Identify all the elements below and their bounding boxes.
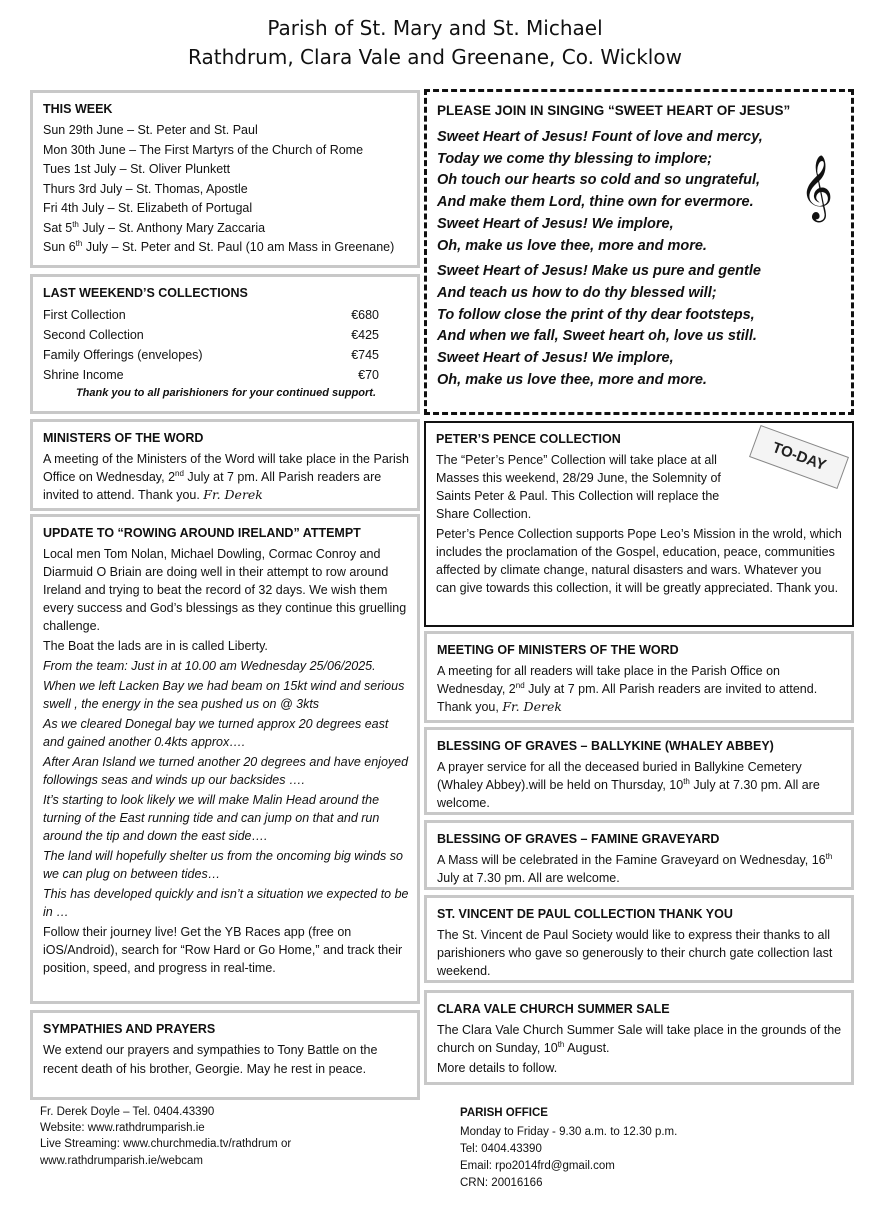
collections-thanks: Thank you to all parishioners for your continued support.: [75, 387, 377, 399]
hymn-line: Oh touch our hearts so cold and so ungrateful,: [437, 172, 761, 189]
svdp-text: The St. Vincent de Paul Society would like to express their thanks to all parishioners who gave so generously to their church gate collection last weekend.: [437, 928, 833, 978]
hymn-line: Sweet Heart of Jesus! Fount of love and mercy,: [437, 129, 763, 145]
this-week-item: Tues 1st July – St. Oliver Plunkett: [43, 162, 231, 176]
collection-row: First Collection €680: [43, 308, 379, 322]
hymn-title: PLEASE JOIN IN SINGING “SWEET HEART OF JESUS”: [437, 103, 791, 118]
ministers-section: [30, 419, 420, 511]
clara-vale-text: The Clara Vale Church Summer Sale will take place in the grounds of the church on Sunday, 10th August.: [437, 1023, 842, 1055]
sympathies-section: [30, 1010, 420, 1100]
sympathies-text: We extend our prayers and sympathies to Tony Battle on the recent death of his brother, Georgie. May he rest in peace.: [43, 1043, 378, 1076]
parish-locations: Rathdrum, Clara Vale and Greenane, Co. Wicklow: [188, 45, 682, 69]
rowing-follow: Follow their journey live! Get the YB Races app (free on iOS/Android), search for “Row Hard or Go Home,” and track their position, speed, and progress in real-time.: [43, 925, 403, 975]
clara-vale-title: CLARA VALE CHURCH SUMMER SALE: [437, 1002, 670, 1016]
hymn-line: To follow close the print of thy dear footsteps,: [437, 306, 755, 323]
peters-pence-line: Share Collection.: [436, 507, 532, 521]
hymn-line: And when we fall, Sweet heart oh, love us still.: [437, 328, 757, 345]
signature: Fr. Derek: [203, 487, 263, 502]
collection-row: Family Offerings (envelopes) €745: [43, 348, 379, 362]
peters-pence-line: Masses this weekend, 28/29 June, the Solemnity of: [436, 471, 721, 485]
ministers-text: A meeting of the Ministers of the Word will take place in the Parish Office on Wednesday, 2nd July at 7 pm. All Parish readers are invited to attend. Thank you. Fr. Derek: [43, 452, 409, 502]
today-stamp: TO-DAY: [749, 425, 849, 489]
office-email-link[interactable]: Email: rpo2014frd@gmail.com: [460, 1160, 615, 1173]
hymn-line: Oh, make us love thee, more and more.: [437, 371, 707, 388]
this-week-item: Mon 30th June – The First Martyrs of the Church of Rome: [43, 142, 364, 157]
hymn-line: Oh, make us love thee, more and more.: [437, 237, 707, 254]
hymn-verse-1: [437, 127, 843, 257]
clara-vale-section: [424, 990, 854, 1085]
rowing-update: After Aran Island we turned another 20 degrees and have enjoyed followings seas and winds up our backsides ….: [43, 755, 409, 787]
hymn-line: And make them Lord, thine own for evermore.: [437, 194, 754, 211]
famine-text: A Mass will be celebrated in the Famine Graveyard on Wednesday, 16th July at 7.30 pm. All are welcome.: [437, 851, 833, 885]
this-week-item: Sun 6th July – St. Peter and St. Paul (10 am Mass in Greenane): [43, 238, 395, 254]
this-week-item: Fri 4th July – St. Elizabeth of Portugal: [43, 201, 253, 215]
svdp-section: [424, 895, 854, 983]
hymn-line: Sweet Heart of Jesus! Make us pure and gentle: [437, 263, 761, 280]
peters-pence-line: Saints Peter & Paul. This Collection will replace the: [436, 489, 720, 503]
meeting-title: MEETING OF MINISTERS OF THE WORD: [437, 643, 679, 657]
rowing-section: [30, 514, 420, 1004]
collections-section: [30, 274, 420, 414]
rowing-boat: The Boat the lads are in is called Liberty.: [43, 639, 268, 653]
meeting-section: [424, 631, 854, 723]
meeting-text: A meeting for all readers will take place in the Parish Office on Wednesday, 2nd July at 7 pm. All Parish readers are invited to attend. Thank you, Fr. Derek: [437, 664, 818, 714]
rowing-update: This has developed quickly and isn’t a situation we expected to be in …: [43, 887, 409, 919]
hymn-section: [424, 89, 854, 415]
parish-office-title: PARISH OFFICE: [460, 1107, 548, 1119]
sympathies-title: SYMPATHIES AND PRAYERS: [43, 1022, 216, 1036]
this-week-item: Sat 5th July – St. Anthony Mary Zaccaria: [43, 219, 266, 235]
this-week-item: Thurs 3rd July – St. Thomas, Apostle: [43, 181, 248, 196]
office-phone: Tel: 0404.43390: [460, 1143, 542, 1156]
rowing-title: UPDATE TO “ROWING AROUND IRELAND” ATTEMPT: [43, 526, 361, 540]
parish-name: Parish of St. Mary and St. Michael: [267, 16, 603, 40]
hymn-verse-2: [437, 261, 843, 391]
hymn-line: Sweet Heart of Jesus! We implore,: [437, 350, 674, 367]
ballykine-section: [424, 727, 854, 815]
footer-streaming-link[interactable]: Live Streaming: www.churchmedia.tv/rathdrum or: [40, 1138, 292, 1151]
parish-office: [460, 1105, 850, 1192]
hymn-line: And teach us how to do thy blessed will;: [437, 284, 717, 301]
signature: Fr. Derek: [502, 699, 562, 714]
hymn-line: Today we come thy blessing to implore;: [437, 150, 713, 167]
footer-website-link[interactable]: Website: www.rathdrumparish.ie: [40, 1122, 205, 1135]
footer-contact: [40, 1104, 420, 1169]
rowing-update: It’s starting to look likely we will make Malin Head around the turning of the East running tide and can jump on that and run around the tip and down the east side….: [43, 793, 380, 843]
peters-pence-line: The “Peter’s Pence” Collection will take place at all: [436, 453, 717, 467]
this-week-item: Sun 29th June – St. Peter and St. Paul: [43, 123, 258, 137]
rowing-intro: Local men Tom Nolan, Michael Dowling, Cormac Conroy and Diarmuid O Briain are doing well in their attempt to row around Ireland and trying to beat the record of 32 days. We wish them every success and God’s blessings as they continue this gruelling challenge.: [43, 547, 407, 633]
office-hours: Monday to Friday - 9.30 a.m. to 12.30 p.m.: [460, 1126, 678, 1139]
ballykine-text: A prayer service for all the deceased buried in Ballykine Cemetery (Whaley Abbey).will be held on Thursday, 10th July at 7.30 pm. All are welcome.: [437, 760, 820, 810]
rowing-update: As we cleared Donegal bay we turned approx 20 degrees east and gained another 0.4kts approx….: [43, 717, 389, 749]
this-week-section: [30, 90, 420, 268]
collection-row: Second Collection €425: [43, 328, 379, 342]
peters-pence-description: Peter’s Pence Collection supports Pope Leo’s Mission in the wrold, which includes the proclamation of the Gospel, education, peace, communities affected by climate change, natural disasters and wars. Whatever you can give towards this collection, it will be greatly appreciated. Thank you.: [436, 527, 842, 595]
footer-webcam-link[interactable]: www.rathdrumparish.ie/webcam: [40, 1154, 203, 1167]
collection-row: Shrine Income €70: [43, 368, 379, 382]
rowing-update: From the team: Just in at 10.00 am Wednesday 25/06/2025.: [43, 659, 376, 673]
rowing-update: When we left Lacken Bay we had beam on 15kt wind and serious swell , the energy in the sea pushed us on @ 3kts: [43, 679, 405, 711]
collections-title: LAST WEEKEND’S COLLECTIONS: [43, 286, 248, 300]
clara-vale-more: More details to follow.: [437, 1061, 558, 1075]
hymn-line: Sweet Heart of Jesus! We implore,: [437, 215, 674, 232]
famine-title: BLESSING OF GRAVES – FAMINE GRAVEYARD: [437, 832, 720, 846]
ministers-title: MINISTERS OF THE WORD: [43, 431, 204, 445]
treble-clef-icon: 𝄞: [800, 155, 834, 220]
famine-section: [424, 820, 854, 890]
ballykine-title: BLESSING OF GRAVES – BALLYKINE (WHALEY ABBEY): [437, 739, 774, 753]
svdp-title: ST. VINCENT DE PAUL COLLECTION THANK YOU: [437, 907, 733, 921]
office-crn: CRN: 20016166: [460, 1177, 543, 1190]
rowing-update: The land will hopefully shelter us from the oncoming big winds so we can plug on between tides…: [43, 849, 403, 881]
peters-pence-title: PETER’S PENCE COLLECTION: [436, 432, 621, 446]
this-week-title: THIS WEEK: [43, 102, 113, 116]
footer-priest: Fr. Derek Doyle – Tel. 0404.43390: [40, 1106, 215, 1118]
